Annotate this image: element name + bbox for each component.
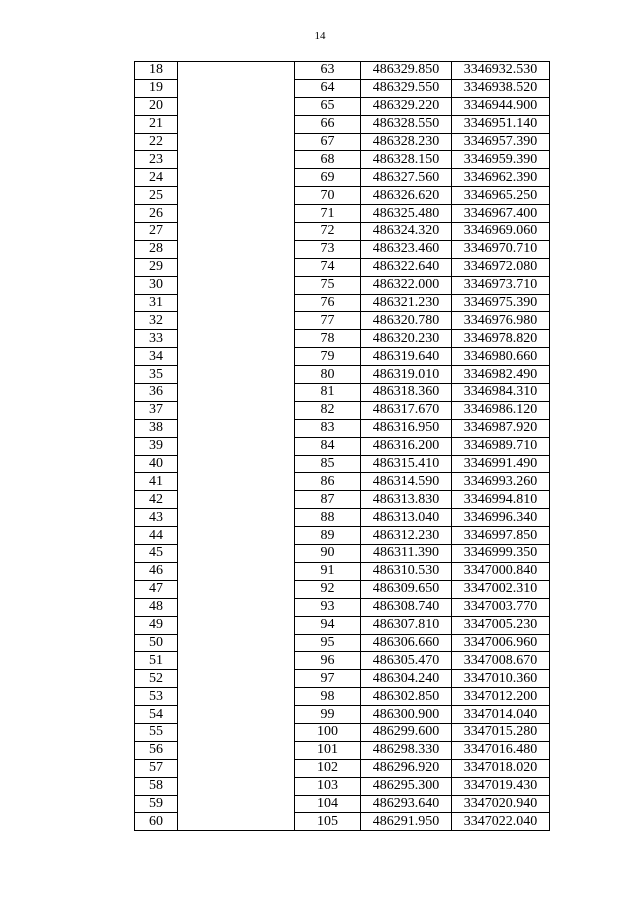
- point-number-cell: 66: [295, 115, 361, 133]
- y-coordinate-cell: 3346967.400: [452, 205, 550, 223]
- x-coordinate-cell: 486327.560: [361, 169, 452, 187]
- table-row: [135, 455, 550, 473]
- blank-cell: [178, 401, 295, 419]
- blank-cell: [178, 741, 295, 759]
- y-coordinate-cell: 3346994.810: [452, 491, 550, 509]
- x-coordinate-cell: 486325.480: [361, 205, 452, 223]
- row-index-cell: 59: [135, 795, 178, 813]
- y-coordinate-cell: 3346991.490: [452, 455, 550, 473]
- point-number-cell: 105: [295, 813, 361, 831]
- point-number-cell: 81: [295, 384, 361, 402]
- y-coordinate-cell: 3347005.230: [452, 616, 550, 634]
- x-coordinate-cell: 486295.300: [361, 777, 452, 795]
- point-number-cell: 82: [295, 401, 361, 419]
- row-index-cell: 21: [135, 115, 178, 133]
- blank-cell: [178, 491, 295, 509]
- point-number-cell: 100: [295, 723, 361, 741]
- table-row: [135, 223, 550, 241]
- blank-cell: [178, 616, 295, 634]
- x-coordinate-cell: 486324.320: [361, 223, 452, 241]
- row-index-cell: 48: [135, 598, 178, 616]
- table-row: [135, 473, 550, 491]
- x-coordinate-cell: 486329.550: [361, 79, 452, 97]
- table-row: [135, 437, 550, 455]
- row-index-cell: 18: [135, 62, 178, 80]
- point-number-cell: 104: [295, 795, 361, 813]
- x-coordinate-cell: 486320.780: [361, 312, 452, 330]
- row-index-cell: 25: [135, 187, 178, 205]
- x-coordinate-cell: 486322.640: [361, 258, 452, 276]
- x-coordinate-cell: 486322.000: [361, 276, 452, 294]
- point-number-cell: 88: [295, 509, 361, 527]
- point-number-cell: 69: [295, 169, 361, 187]
- y-coordinate-cell: 3346970.710: [452, 240, 550, 258]
- table-row: [135, 330, 550, 348]
- y-coordinate-cell: 3346962.390: [452, 169, 550, 187]
- coordinate-table: [134, 61, 550, 831]
- y-coordinate-cell: 3346975.390: [452, 294, 550, 312]
- blank-cell: [178, 509, 295, 527]
- point-number-cell: 85: [295, 455, 361, 473]
- table-row: [135, 598, 550, 616]
- y-coordinate-cell: 3346965.250: [452, 187, 550, 205]
- blank-cell: [178, 79, 295, 97]
- point-number-cell: 63: [295, 62, 361, 80]
- point-number-cell: 83: [295, 419, 361, 437]
- table-row: [135, 312, 550, 330]
- table-row: [135, 652, 550, 670]
- y-coordinate-cell: 3347008.670: [452, 652, 550, 670]
- row-index-cell: 47: [135, 580, 178, 598]
- y-coordinate-cell: 3347018.020: [452, 759, 550, 777]
- blank-cell: [178, 205, 295, 223]
- point-number-cell: 97: [295, 670, 361, 688]
- blank-cell: [178, 455, 295, 473]
- blank-cell: [178, 527, 295, 545]
- blank-cell: [178, 670, 295, 688]
- x-coordinate-cell: 486313.830: [361, 491, 452, 509]
- point-number-cell: 91: [295, 562, 361, 580]
- point-number-cell: 70: [295, 187, 361, 205]
- point-number-cell: 64: [295, 79, 361, 97]
- x-coordinate-cell: 486308.740: [361, 598, 452, 616]
- row-index-cell: 51: [135, 652, 178, 670]
- point-number-cell: 65: [295, 97, 361, 115]
- y-coordinate-cell: 3346976.980: [452, 312, 550, 330]
- x-coordinate-cell: 486300.900: [361, 706, 452, 724]
- y-coordinate-cell: 3346972.080: [452, 258, 550, 276]
- point-number-cell: 86: [295, 473, 361, 491]
- point-number-cell: 75: [295, 276, 361, 294]
- blank-cell: [178, 473, 295, 491]
- x-coordinate-cell: 486310.530: [361, 562, 452, 580]
- x-coordinate-cell: 486296.920: [361, 759, 452, 777]
- table-row: [135, 545, 550, 563]
- blank-cell: [178, 223, 295, 241]
- row-index-cell: 32: [135, 312, 178, 330]
- table-row: [135, 509, 550, 527]
- point-number-cell: 96: [295, 652, 361, 670]
- point-number-cell: 95: [295, 634, 361, 652]
- x-coordinate-cell: 486304.240: [361, 670, 452, 688]
- blank-cell: [178, 688, 295, 706]
- blank-cell: [178, 294, 295, 312]
- point-number-cell: 80: [295, 366, 361, 384]
- x-coordinate-cell: 486321.230: [361, 294, 452, 312]
- table-row: [135, 795, 550, 813]
- blank-cell: [178, 115, 295, 133]
- y-coordinate-cell: 3347016.480: [452, 741, 550, 759]
- table-row: [135, 79, 550, 97]
- row-index-cell: 54: [135, 706, 178, 724]
- table-row: [135, 688, 550, 706]
- point-number-cell: 84: [295, 437, 361, 455]
- x-coordinate-cell: 486328.550: [361, 115, 452, 133]
- blank-cell: [178, 240, 295, 258]
- point-number-cell: 74: [295, 258, 361, 276]
- point-number-cell: 78: [295, 330, 361, 348]
- row-index-cell: 26: [135, 205, 178, 223]
- point-number-cell: 68: [295, 151, 361, 169]
- row-index-cell: 43: [135, 509, 178, 527]
- blank-cell: [178, 723, 295, 741]
- y-coordinate-cell: 3346984.310: [452, 384, 550, 402]
- blank-cell: [178, 187, 295, 205]
- blank-cell: [178, 580, 295, 598]
- coordinate-table-body: [135, 62, 550, 831]
- blank-cell: [178, 97, 295, 115]
- x-coordinate-cell: 486307.810: [361, 616, 452, 634]
- table-row: [135, 491, 550, 509]
- point-number-cell: 92: [295, 580, 361, 598]
- blank-cell: [178, 276, 295, 294]
- point-number-cell: 89: [295, 527, 361, 545]
- point-number-cell: 101: [295, 741, 361, 759]
- row-index-cell: 30: [135, 276, 178, 294]
- y-coordinate-cell: 3346944.900: [452, 97, 550, 115]
- row-index-cell: 24: [135, 169, 178, 187]
- row-index-cell: 35: [135, 366, 178, 384]
- table-row: [135, 580, 550, 598]
- x-coordinate-cell: 486319.640: [361, 348, 452, 366]
- row-index-cell: 44: [135, 527, 178, 545]
- y-coordinate-cell: 3347020.940: [452, 795, 550, 813]
- point-number-cell: 77: [295, 312, 361, 330]
- x-coordinate-cell: 486299.600: [361, 723, 452, 741]
- row-index-cell: 53: [135, 688, 178, 706]
- table-row: [135, 419, 550, 437]
- page-number: 14: [314, 30, 326, 42]
- table-row: [135, 777, 550, 795]
- blank-cell: [178, 706, 295, 724]
- blank-cell: [178, 348, 295, 366]
- x-coordinate-cell: 486328.230: [361, 133, 452, 151]
- point-number-cell: 99: [295, 706, 361, 724]
- table-row: [135, 294, 550, 312]
- y-coordinate-cell: 3346986.120: [452, 401, 550, 419]
- row-index-cell: 46: [135, 562, 178, 580]
- blank-cell: [178, 795, 295, 813]
- y-coordinate-cell: 3346989.710: [452, 437, 550, 455]
- point-number-cell: 79: [295, 348, 361, 366]
- blank-cell: [178, 545, 295, 563]
- y-coordinate-cell: 3346973.710: [452, 276, 550, 294]
- y-coordinate-cell: 3346957.390: [452, 133, 550, 151]
- x-coordinate-cell: 486323.460: [361, 240, 452, 258]
- blank-cell: [178, 258, 295, 276]
- table-row: [135, 366, 550, 384]
- row-index-cell: 31: [135, 294, 178, 312]
- x-coordinate-cell: 486329.850: [361, 62, 452, 80]
- row-index-cell: 36: [135, 384, 178, 402]
- x-coordinate-cell: 486298.330: [361, 741, 452, 759]
- x-coordinate-cell: 486326.620: [361, 187, 452, 205]
- row-index-cell: 57: [135, 759, 178, 777]
- point-number-cell: 93: [295, 598, 361, 616]
- blank-cell: [178, 366, 295, 384]
- blank-cell: [178, 330, 295, 348]
- row-index-cell: 19: [135, 79, 178, 97]
- x-coordinate-cell: 486305.470: [361, 652, 452, 670]
- point-number-cell: 67: [295, 133, 361, 151]
- table-row: [135, 62, 550, 80]
- point-number-cell: 72: [295, 223, 361, 241]
- row-index-cell: 58: [135, 777, 178, 795]
- table-row: [135, 205, 550, 223]
- blank-cell: [178, 562, 295, 580]
- row-index-cell: 60: [135, 813, 178, 831]
- x-coordinate-cell: 486311.390: [361, 545, 452, 563]
- y-coordinate-cell: 3347019.430: [452, 777, 550, 795]
- table-row: [135, 616, 550, 634]
- blank-cell: [178, 777, 295, 795]
- table-row: [135, 97, 550, 115]
- blank-cell: [178, 598, 295, 616]
- y-coordinate-cell: 3347010.360: [452, 670, 550, 688]
- y-coordinate-cell: 3346978.820: [452, 330, 550, 348]
- x-coordinate-cell: 486319.010: [361, 366, 452, 384]
- row-index-cell: 40: [135, 455, 178, 473]
- y-coordinate-cell: 3346997.850: [452, 527, 550, 545]
- y-coordinate-cell: 3346959.390: [452, 151, 550, 169]
- blank-cell: [178, 419, 295, 437]
- blank-cell: [178, 151, 295, 169]
- point-number-cell: 102: [295, 759, 361, 777]
- table-row: [135, 187, 550, 205]
- x-coordinate-cell: 486316.200: [361, 437, 452, 455]
- table-row: [135, 169, 550, 187]
- y-coordinate-cell: 3346932.530: [452, 62, 550, 80]
- table-row: [135, 115, 550, 133]
- y-coordinate-cell: 3346999.350: [452, 545, 550, 563]
- x-coordinate-cell: 486317.670: [361, 401, 452, 419]
- x-coordinate-cell: 486329.220: [361, 97, 452, 115]
- x-coordinate-cell: 486293.640: [361, 795, 452, 813]
- table-row: [135, 723, 550, 741]
- row-index-cell: 55: [135, 723, 178, 741]
- row-index-cell: 50: [135, 634, 178, 652]
- row-index-cell: 45: [135, 545, 178, 563]
- x-coordinate-cell: 486328.150: [361, 151, 452, 169]
- x-coordinate-cell: 486318.360: [361, 384, 452, 402]
- point-number-cell: 98: [295, 688, 361, 706]
- row-index-cell: 28: [135, 240, 178, 258]
- row-index-cell: 38: [135, 419, 178, 437]
- point-number-cell: 103: [295, 777, 361, 795]
- table-row: [135, 741, 550, 759]
- y-coordinate-cell: 3346982.490: [452, 366, 550, 384]
- y-coordinate-cell: 3347003.770: [452, 598, 550, 616]
- x-coordinate-cell: 486312.230: [361, 527, 452, 545]
- blank-cell: [178, 759, 295, 777]
- row-index-cell: 27: [135, 223, 178, 241]
- table-row: [135, 276, 550, 294]
- point-number-cell: 76: [295, 294, 361, 312]
- row-index-cell: 23: [135, 151, 178, 169]
- row-index-cell: 33: [135, 330, 178, 348]
- row-index-cell: 20: [135, 97, 178, 115]
- y-coordinate-cell: 3347006.960: [452, 634, 550, 652]
- table-row: [135, 348, 550, 366]
- blank-cell: [178, 133, 295, 151]
- point-number-cell: 87: [295, 491, 361, 509]
- y-coordinate-cell: 3347002.310: [452, 580, 550, 598]
- blank-cell: [178, 384, 295, 402]
- y-coordinate-cell: 3347014.040: [452, 706, 550, 724]
- point-number-cell: 90: [295, 545, 361, 563]
- y-coordinate-cell: 3347012.200: [452, 688, 550, 706]
- row-index-cell: 49: [135, 616, 178, 634]
- point-number-cell: 94: [295, 616, 361, 634]
- y-coordinate-cell: 3346993.260: [452, 473, 550, 491]
- y-coordinate-cell: 3346951.140: [452, 115, 550, 133]
- blank-cell: [178, 437, 295, 455]
- y-coordinate-cell: 3346938.520: [452, 79, 550, 97]
- point-number-cell: 73: [295, 240, 361, 258]
- blank-cell: [178, 169, 295, 187]
- table-row: [135, 240, 550, 258]
- y-coordinate-cell: 3347015.280: [452, 723, 550, 741]
- y-coordinate-cell: 3346980.660: [452, 348, 550, 366]
- row-index-cell: 22: [135, 133, 178, 151]
- table-row: [135, 527, 550, 545]
- table-row: [135, 670, 550, 688]
- blank-cell: [178, 652, 295, 670]
- x-coordinate-cell: 486306.660: [361, 634, 452, 652]
- row-index-cell: 52: [135, 670, 178, 688]
- row-index-cell: 56: [135, 741, 178, 759]
- table-row: [135, 634, 550, 652]
- table-row: [135, 813, 550, 831]
- row-index-cell: 39: [135, 437, 178, 455]
- y-coordinate-cell: 3347022.040: [452, 813, 550, 831]
- x-coordinate-cell: 486302.850: [361, 688, 452, 706]
- y-coordinate-cell: 3347000.840: [452, 562, 550, 580]
- table-row: [135, 706, 550, 724]
- row-index-cell: 41: [135, 473, 178, 491]
- blank-cell: [178, 813, 295, 831]
- x-coordinate-cell: 486309.650: [361, 580, 452, 598]
- x-coordinate-cell: 486313.040: [361, 509, 452, 527]
- blank-cell: [178, 634, 295, 652]
- blank-cell: [178, 62, 295, 80]
- x-coordinate-cell: 486314.590: [361, 473, 452, 491]
- table-row: [135, 562, 550, 580]
- y-coordinate-cell: 3346996.340: [452, 509, 550, 527]
- x-coordinate-cell: 486291.950: [361, 813, 452, 831]
- table-row: [135, 401, 550, 419]
- x-coordinate-cell: 486316.950: [361, 419, 452, 437]
- row-index-cell: 42: [135, 491, 178, 509]
- x-coordinate-cell: 486320.230: [361, 330, 452, 348]
- table-row: [135, 759, 550, 777]
- row-index-cell: 29: [135, 258, 178, 276]
- y-coordinate-cell: 3346987.920: [452, 419, 550, 437]
- x-coordinate-cell: 486315.410: [361, 455, 452, 473]
- y-coordinate-cell: 3346969.060: [452, 223, 550, 241]
- blank-cell: [178, 312, 295, 330]
- table-row: [135, 151, 550, 169]
- row-index-cell: 37: [135, 401, 178, 419]
- table-row: [135, 384, 550, 402]
- row-index-cell: 34: [135, 348, 178, 366]
- table-row: [135, 258, 550, 276]
- point-number-cell: 71: [295, 205, 361, 223]
- table-row: [135, 133, 550, 151]
